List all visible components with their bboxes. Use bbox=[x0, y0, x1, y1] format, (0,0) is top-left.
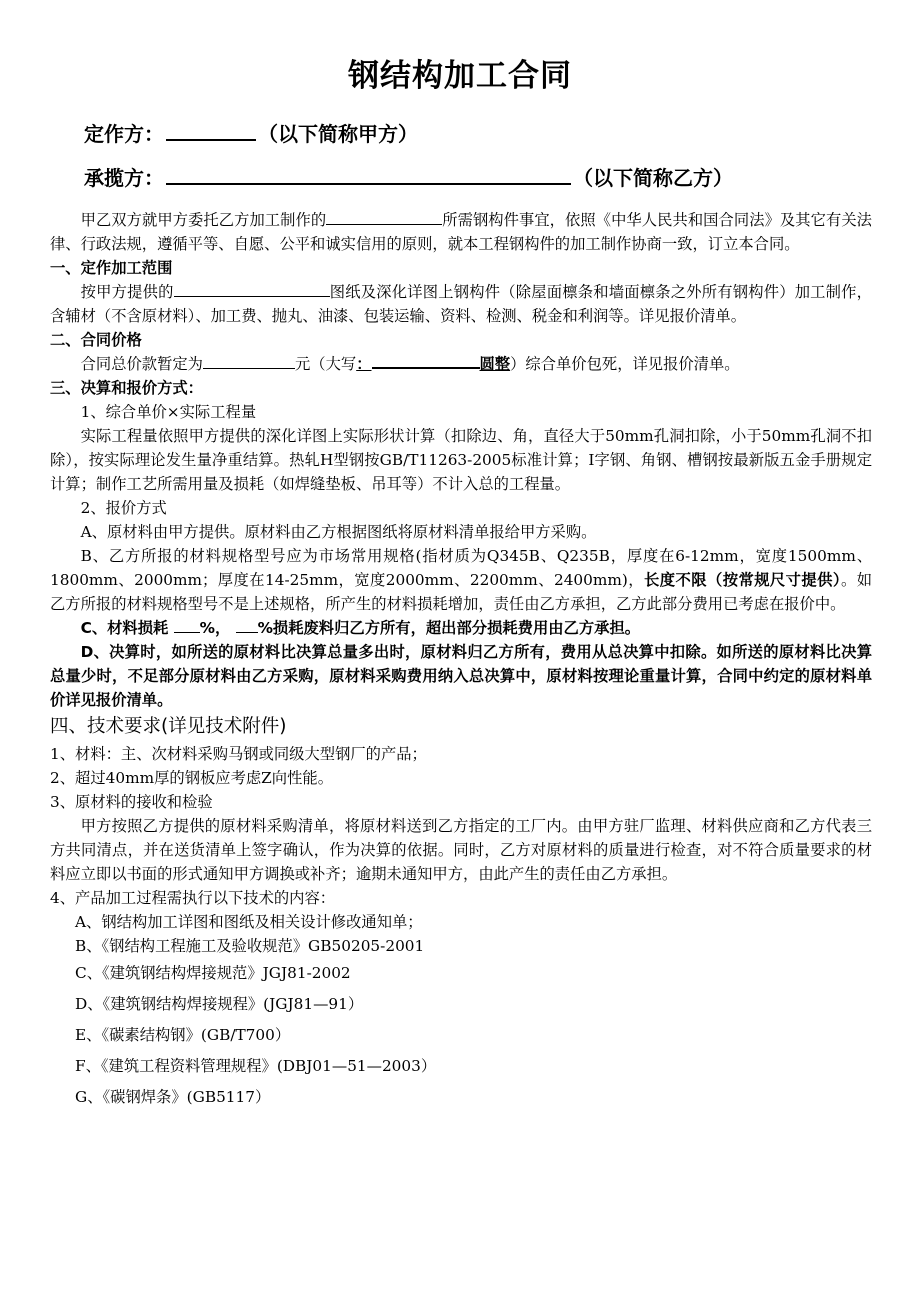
loss-blank-1 bbox=[174, 617, 200, 633]
section-2-paragraph bbox=[50, 352, 872, 376]
sec2-round: 圆整 bbox=[479, 355, 511, 373]
page-title: 钢结构加工合同 bbox=[348, 58, 572, 94]
sec3-item-a: A、原材料由甲方提供。原材料由乙方根据图纸将原材料清单报给甲方采购。 bbox=[80, 523, 597, 541]
standard-item: F、《建筑工程资料管理规程》(DBJ01—51—2003） bbox=[75, 1057, 437, 1075]
party-b-line bbox=[84, 162, 733, 191]
intro-text-2: 所需钢构件事宜，依照《中华人民共和国合同法》及其它有关法律、行政法规，遵循平等、自愿、公平和诚实信用的原则，就本工程钢构件的加工制作协商一致，订立本合同。 bbox=[50, 211, 872, 253]
sec3-c-text-3: %损耗废料归乙方所有，超出部分损耗费用由乙方承担。 bbox=[257, 619, 641, 637]
party-a-blank bbox=[166, 123, 256, 141]
standard-item: B、《钢结构工程施工及验收规范》GB50205-2001 bbox=[75, 937, 425, 955]
sec2-text-3: ）综合单价包死，详见报价清单。 bbox=[510, 355, 740, 373]
sec2-text-1: 合同总价款暂定为 bbox=[80, 355, 203, 373]
standard-item: C、《建筑钢结构焊接规范》JGJ81-2002 bbox=[75, 964, 351, 982]
sec3-item-1: 1、综合单价×实际工程量 bbox=[80, 403, 257, 421]
sec3-c-text-1: C、材料损耗 bbox=[80, 619, 169, 637]
standard-item: E、《碳素结构钢》(GB/T700） bbox=[75, 1026, 291, 1044]
party-b-label: 承揽方： bbox=[84, 166, 164, 190]
intro-paragraph bbox=[50, 208, 872, 256]
party-a-suffix: （以下简称甲方） bbox=[258, 122, 418, 146]
sec1-text-1: 按甲方提供的 bbox=[80, 283, 174, 301]
sec2-colon: ： bbox=[356, 355, 372, 373]
party-b-blank bbox=[166, 167, 571, 185]
sec4-item-3: 3、原材料的接收和检验 bbox=[50, 793, 213, 811]
sec3-b-bold: 长度不限（按常规尺寸提供） bbox=[644, 571, 841, 589]
party-a-line bbox=[84, 118, 418, 147]
sec4-item-4: 4、产品加工过程需执行以下技术的内容： bbox=[50, 889, 336, 907]
party-b-suffix: （以下简称乙方） bbox=[573, 166, 733, 190]
sec1-blank bbox=[174, 281, 330, 297]
standard-item: G、《碳钢焊条》(GB5117） bbox=[75, 1088, 271, 1106]
sec3-item-2: 2、报价方式 bbox=[80, 499, 167, 517]
sec4-item-3-text: 甲方按照乙方提供的原材料采购清单，将原材料送到乙方指定的工厂内。由甲方驻厂监理、材料供应商和乙方代表三方共同清点，并在送货清单上签字确认，作为决算的依据。同时，乙方对原材料的质量进行检查，对不符合质量要求的材料应立即以书面的形式通知甲方调换或补齐；逾期未通知甲方，由此产生的责任由乙方承担。 bbox=[50, 817, 872, 883]
sec3-b-text-1: B、乙方所报的材料规格型号应为市场常用规格(指材质为Q345B、Q235B，厚度在6-12mm，宽度1500mm、1800mm、2000mm；厚度在14-25mm，宽度2000mm、2200mm、2400mm)， bbox=[50, 547, 872, 589]
intro-text-1: 甲乙双方就甲方委托乙方加工制作的 bbox=[80, 211, 327, 229]
price-words-blank bbox=[372, 352, 480, 369]
section-1-paragraph bbox=[50, 280, 872, 328]
sec3-c-text-2: %， bbox=[199, 619, 231, 637]
sec3-item-b bbox=[50, 544, 872, 616]
sec3-item-1-text: 实际工程量依照甲方提供的深化详图上实际形状计算（扣除边、角，直径大于50mm孔洞扣除，小于50mm孔洞不扣除），按实际理论发生量净重结算。热轧H型钢按GB/T11263-2005标准计算；I字钢、角钢、槽钢按最新版五金手册规定计算；制作工艺所需用量及损耗（如焊缝垫板、吊耳等）不计入总的工程量。 bbox=[50, 427, 872, 493]
sec4-item-1: 1、材料：主、次材料采购马钢或同级大型钢厂的产品； bbox=[50, 745, 427, 763]
sec3-b-text-2: 。如乙方所报的材料规格型号不是上述规格，所产生的材料损耗增加，责任由乙方承担，乙方此部分费用已考虑在报价中。 bbox=[50, 571, 872, 613]
standard-item: D、《建筑钢结构焊接规程》(JGJ81—91） bbox=[75, 995, 364, 1013]
contract-body bbox=[50, 208, 872, 1113]
standard-item: A、钢结构加工详图和图纸及相关设计修改通知单； bbox=[75, 913, 423, 931]
sec3-item-d: D、决算时，如所送的原材料比决算总量多出时，原材料归乙方所有，费用从总决算中扣除。如所送的原材料比决算总量少时，不足部分原材料由乙方采购，原材料采购费用纳入总决算中，原材料按理论重量计算，合同中约定的原材料单价详见报价清单。 bbox=[50, 643, 872, 709]
section-2-heading: 二、合同价格 bbox=[50, 331, 142, 349]
sec1-text-2: 图纸及深化详图上钢构件（除屋面檩条和墙面檩条之外所有钢构件）加工制作，含辅材（不含原材料）、加工费、抛丸、油漆、包装运输、资料、检测、税金和利润等。详见报价清单。 bbox=[50, 283, 872, 325]
sec4-item-2: 2、超过40mm厚的钢板应考虑Z向性能。 bbox=[50, 769, 333, 787]
loss-blank-2 bbox=[236, 617, 258, 633]
section-4-heading: 四、技术要求(详见技术附件) bbox=[50, 716, 287, 737]
section-1-heading: 一、定作加工范围 bbox=[50, 259, 173, 277]
party-a-label: 定作方： bbox=[84, 122, 164, 146]
intro-blank bbox=[326, 209, 442, 225]
sec2-text-2: 元（大写 bbox=[294, 355, 357, 373]
price-blank bbox=[203, 353, 295, 369]
sec3-item-c bbox=[50, 616, 872, 640]
section-3-heading: 三、决算和报价方式： bbox=[50, 379, 203, 397]
